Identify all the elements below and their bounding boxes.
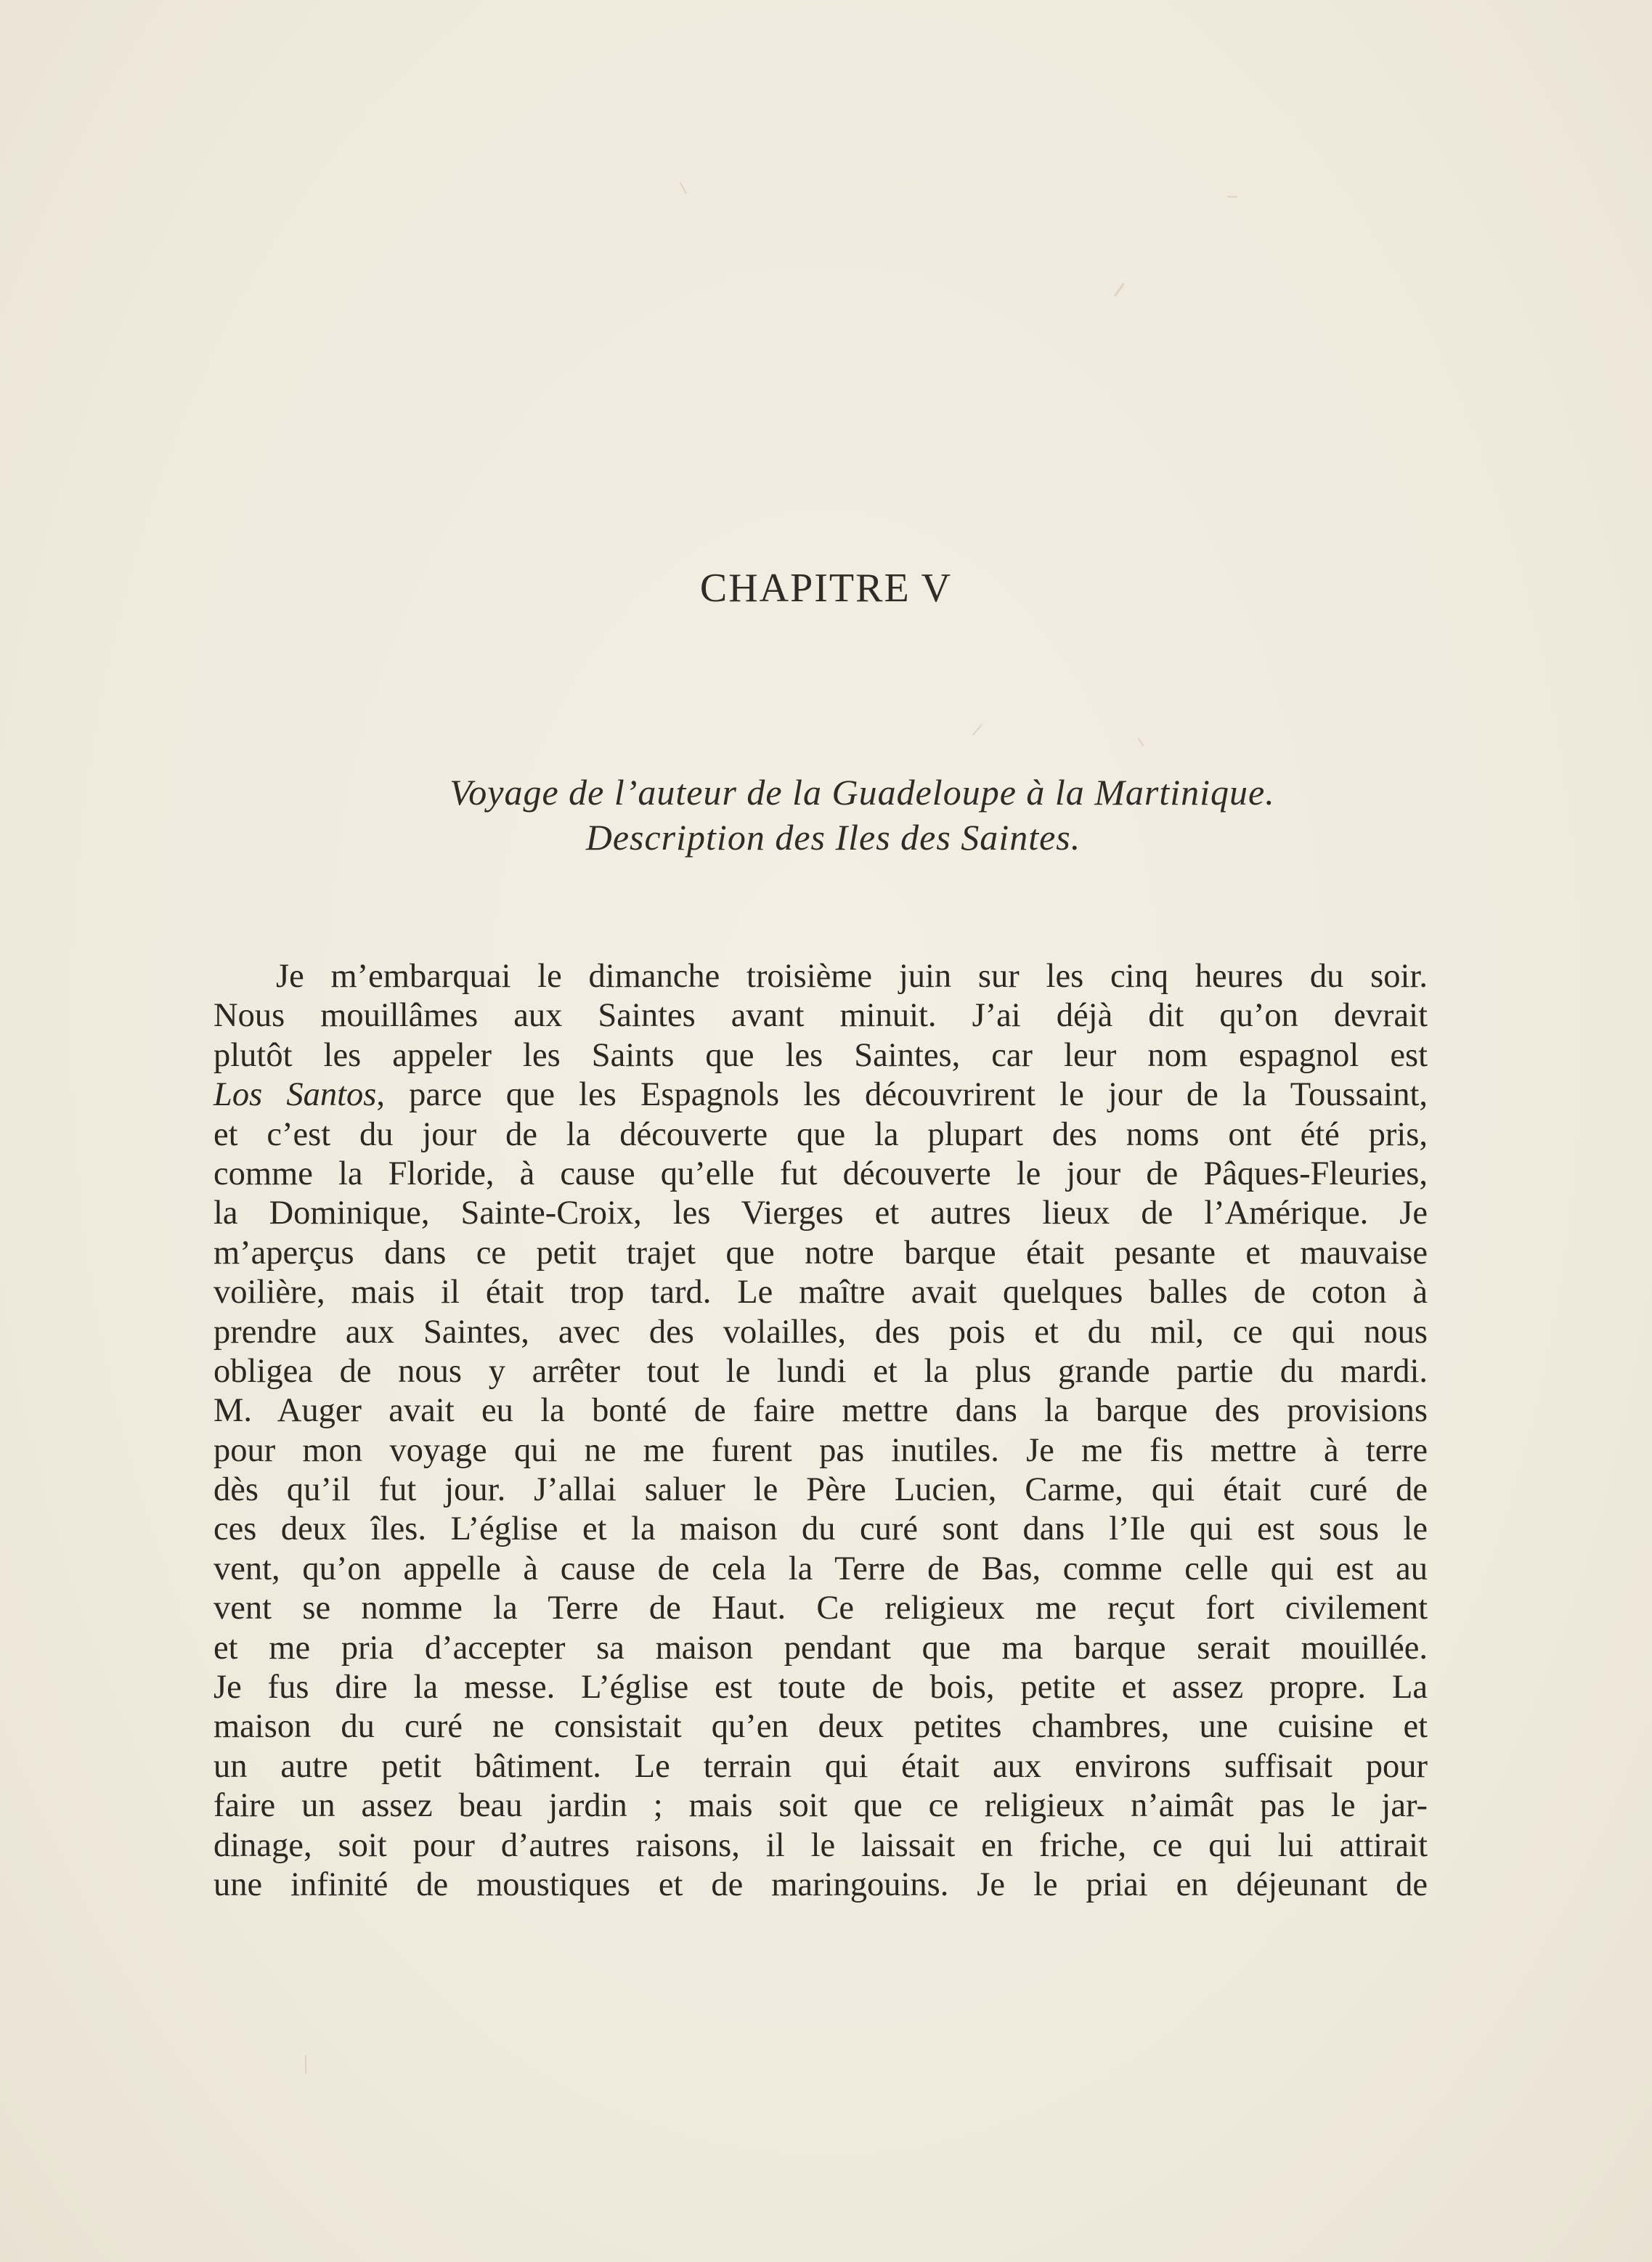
paper-speck: [1114, 282, 1125, 297]
text-line: et c’est du jour de la découverte que la plupart des noms ont été pris,: [213, 1115, 1428, 1153]
subtitle-line: Description des Iles des Saintes.: [585, 817, 1081, 858]
paper-speck: [972, 724, 982, 736]
text-line: la Dominique, Sainte-Croix, les Vierges et autres lieux de l’Amérique. Je: [213, 1195, 1428, 1232]
body-paragraph: [213, 957, 1428, 1905]
text-line: vent, qu’on appelle à cause de cela la Terre de Bas, comme celle qui est au: [213, 1550, 1428, 1587]
text-line: comme la Floride, à cause qu’elle fut découverte le jour de Pâques-Fleuries,: [213, 1155, 1428, 1192]
text-line: dinage, soit pour d’autres raisons, il le laissait en friche, ce qui lui attirait: [213, 1826, 1428, 1864]
text-line: ces deux îles. L’église et la maison du curé sont dans l’Ile qui est sous le: [213, 1510, 1428, 1548]
text-line: prendre aux Saintes, avec des volailles, des pois et du mil, ce qui nous: [213, 1313, 1428, 1351]
text-line: dès qu’il fut jour. J’allai saluer le Père Lucien, Carme, qui était curé de: [213, 1471, 1428, 1509]
italic-phrase: Los Santos: [213, 1076, 377, 1114]
chapter-title: CHAPITRE V: [699, 566, 953, 611]
text-line: Je fus dire la messe. L’église est toute de bois, petite et assez propre. La: [213, 1669, 1428, 1706]
text-line: un autre petit bâtiment. Le terrain qui était aux environs suffisait pour: [213, 1747, 1428, 1785]
text-line: plutôt les appeler les Saints que les Saintes, car leur nom espagnol est: [213, 1036, 1428, 1074]
subtitle-line: Voyage de l’auteur de la Guadeloupe à la Martinique.: [449, 772, 1275, 813]
text-line: maison du curé ne consistait qu’en deux petites chambres, une cuisine et: [213, 1708, 1428, 1746]
text-line: [213, 1075, 1428, 1115]
text-line: M. Auger avait eu la bonté de faire mettre dans la barque des provisions: [213, 1392, 1428, 1430]
paper-speck: [1137, 738, 1144, 747]
text-line: obligea de nous y arrêter tout le lundi et la plus grande partie du mardi.: [213, 1352, 1428, 1390]
text-line: pour mon voyage qui ne me furent pas inutiles. Je me fis mettre à terre: [213, 1431, 1428, 1469]
text-line: faire un assez beau jardin ; mais soit que ce religieux n’aimât pas le jar-: [213, 1787, 1428, 1825]
text-line: et me pria d’accepter sa maison pendant que ma barque serait mouillée.: [213, 1629, 1428, 1667]
chapter-subtitle: [0, 770, 1652, 860]
text-line: voilière, mais il était trop tard. Le maître avait quelques balles de coton à: [213, 1274, 1428, 1311]
text-line: vent se nomme la Terre de Haut. Ce religieux me reçut fort civilement: [213, 1590, 1428, 1627]
text-line: une infinité de moustiques et de maringouins. Je le priai en déjeunant de: [213, 1866, 1428, 1903]
text-line-rest: , parce que les Espagnols les découvrirent le jour de la Toussaint,: [376, 1076, 1428, 1114]
paper-speck: [1227, 196, 1237, 198]
paper-speck: [680, 182, 688, 195]
text-line: Je m’embarquai le dimanche troisième juin sur les cinq heures du soir.: [276, 958, 1428, 995]
paper-speck: [305, 2055, 306, 2074]
text-line: m’aperçus dans ce petit trajet que notre barque était pesante et mauvaise: [213, 1234, 1428, 1272]
text-line: Nous mouillâmes aux Saintes avant minuit. J’ai déjà dit qu’on devrait: [213, 997, 1428, 1035]
